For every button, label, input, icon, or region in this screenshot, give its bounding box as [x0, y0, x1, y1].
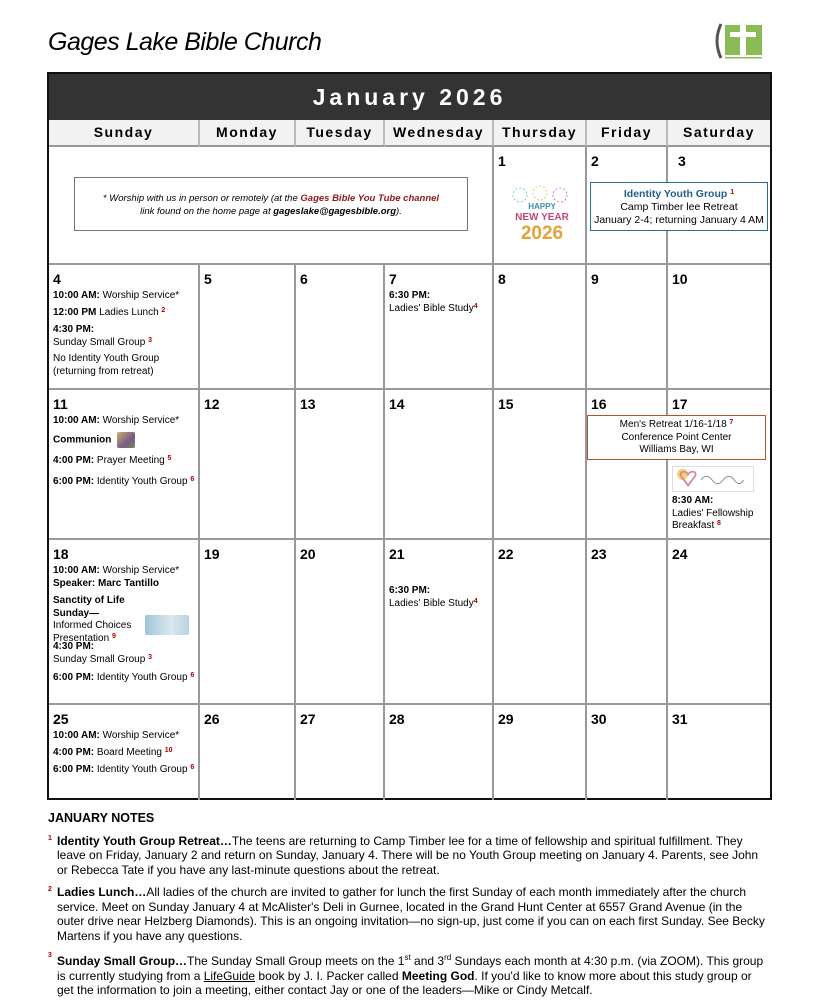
- calendar-jan25-e2-time: 4:00 PM:: [53, 747, 95, 758]
- calendar-jan18-e1-text: Worship Service*: [99, 565, 180, 576]
- calendar-jan25-e2-fn: 10: [164, 747, 173, 754]
- calendar-jan7-fn: 4: [473, 302, 478, 310]
- calendar-day-numbers-w3-6: 17: [672, 396, 688, 412]
- church-email[interactable]: gageslake@gagesbible.org: [273, 206, 397, 217]
- day-cell-17[interactable]: [668, 390, 770, 540]
- calendar-jan17-time: 8:30 AM:: [672, 495, 714, 506]
- calendar-jan18-e2-title: Sanctity of Life Sunday—: [53, 595, 125, 619]
- dow-saturday: Saturday: [668, 120, 770, 147]
- calendar-jan4-e3-fn: 3: [148, 336, 152, 344]
- event-prayer-meeting[interactable]: [53, 455, 196, 468]
- calendar-mens-retreat-line3: Williams Bay, WI: [639, 444, 714, 455]
- notes-items-2-t1: The Sunday Small Group meets on the 1: [187, 954, 405, 968]
- day-cell-20[interactable]: [296, 540, 385, 705]
- rect-element: [725, 57, 762, 59]
- calendar-jan11-e4-fn: 6: [190, 476, 195, 483]
- calendar-jan18-e1-speaker: Speaker: Marc Tantillo: [53, 577, 159, 589]
- event-ladies-bible-study[interactable]: [389, 585, 490, 610]
- dow-wednesday: Wednesday: [385, 120, 494, 147]
- calendar-day-numbers-w3-4: 15: [498, 396, 514, 412]
- dow-tuesday: Tuesday: [296, 120, 385, 147]
- calendar-day-numbers-w1-1: 2: [591, 153, 599, 169]
- dow-thursday: Thursday: [494, 120, 587, 147]
- calendar-day-numbers-w2-6: 10: [672, 271, 688, 287]
- calendar-worship-note-part2: link found on the home page at: [140, 206, 274, 217]
- circle-element: [553, 188, 567, 202]
- calendar-youth-retreat-fn: 1: [730, 189, 735, 196]
- notes-items-2-bold: Meeting God: [401, 968, 475, 983]
- youth-retreat-event[interactable]: [590, 182, 768, 231]
- calendar-jan11-e3-text: Prayer Meeting: [94, 455, 168, 466]
- calendar-jan4-e3-text: Sunday Small Group: [53, 336, 149, 348]
- calendar-jan11-e3-fn: 5: [167, 455, 172, 462]
- day-cell-14[interactable]: [385, 390, 494, 540]
- calendar-mens-retreat-fn: 7: [729, 419, 734, 426]
- calendar-youth-retreat-line2: Camp Timber lee Retreat: [620, 201, 738, 213]
- calendar-day-numbers-w2-5: 9: [591, 271, 599, 287]
- day-cell-25[interactable]: [49, 705, 200, 800]
- calendar-jan18-e4-fn: 6: [190, 672, 195, 679]
- calendar-day-numbers-w4-1: 19: [204, 546, 220, 562]
- notes-items-2-t3: Sundays each month at 4:30 p.m. (via ZOOM). This group is currently studying from a: [57, 954, 764, 983]
- notes-items-2-t5: . If you'd like to know more about this study group or get the information to join a meeting, either contact Jay or one of the leaders—Mike or Cindy Metcalf.: [57, 968, 752, 997]
- calendar-day-numbers-w5-6: 31: [672, 711, 688, 727]
- day-cell-23[interactable]: [587, 540, 668, 705]
- calendar-mens-retreat-line2: Conference Point Center: [621, 431, 732, 443]
- calendar-day-numbers-w4-4: 22: [498, 546, 514, 562]
- calendar-jan11-e2-text: Communion: [53, 434, 112, 446]
- calendar-jan18-e2-fn: 9: [111, 632, 116, 640]
- rect-element: [730, 32, 756, 37]
- rect-element: [740, 25, 746, 55]
- calendar-day-numbers-w5-0: 25: [53, 711, 69, 727]
- day-cell-15[interactable]: [494, 390, 587, 540]
- note-3: [48, 951, 768, 998]
- calendar-day-numbers-w4-2: 20: [300, 546, 316, 562]
- event-ladies-lunch[interactable]: [53, 307, 196, 320]
- calendar-jan17-text: Ladies' Fellowship Breakfast: [672, 507, 754, 531]
- calendar-day-numbers-w5-2: 27: [300, 711, 316, 727]
- calendar-day-numbers-w3-2: 13: [300, 396, 316, 412]
- calendar-day-numbers-w4-5: 23: [591, 546, 607, 562]
- day-cell-16[interactable]: [587, 390, 668, 540]
- notes-items-2-t4: book by J. I. Packer called: [255, 968, 402, 983]
- notes-items-2-t2: and 3: [410, 954, 445, 968]
- event-youth-group[interactable]: [53, 672, 196, 685]
- calendar-jan21-fn: 4: [473, 597, 478, 605]
- dow-friday: Friday: [587, 120, 668, 147]
- notes-items-2-sup1: st: [404, 953, 411, 962]
- youtube-channel-link[interactable]: Gages Bible You Tube channel: [300, 193, 440, 204]
- calendar-jan25-e1-time: 10:00 AM:: [53, 730, 100, 741]
- day-cell-27[interactable]: [296, 705, 385, 800]
- calendar-day-numbers-w4-0: 18: [53, 546, 69, 562]
- event-worship[interactable]: [53, 730, 196, 743]
- calendar-new-year-image-line2: NEW YEAR: [515, 212, 569, 223]
- calendar-jan18-e4-time: 6:00 PM:: [53, 672, 95, 683]
- day-cell-11[interactable]: [49, 390, 200, 540]
- church-logo-icon: [712, 20, 762, 62]
- calendar-day-numbers-w3-5: 16: [591, 396, 607, 412]
- event-worship[interactable]: [53, 290, 196, 303]
- calendar-youth-retreat-title: Identity Youth Group: [623, 188, 728, 200]
- day-cell-7[interactable]: [385, 265, 494, 390]
- calendar-worship-note-part3: ).: [396, 206, 402, 217]
- day-cell-30[interactable]: [587, 705, 668, 800]
- calendar-jan25-e1-text: Worship Service*: [99, 730, 180, 741]
- ladies-breakfast-image: [672, 466, 754, 492]
- notes-heading: JANUARY NOTES: [48, 811, 155, 825]
- calendar-day-numbers-w5-1: 26: [204, 711, 220, 727]
- event-small-group[interactable]: [53, 324, 196, 349]
- notes-items-2-num: 3: [48, 952, 52, 959]
- mens-retreat-event[interactable]: [587, 415, 766, 460]
- calendar-jan4-e1-time: 10:00 AM:: [53, 290, 100, 301]
- calendar-day-numbers-w4-3: 21: [389, 546, 405, 562]
- calendar-jan18-e2-text: Informed Choices Presentation: [53, 620, 132, 644]
- path-element: [717, 24, 721, 58]
- day-cell-13[interactable]: [296, 390, 385, 540]
- notes-items-1-title: Ladies Lunch…: [57, 885, 147, 899]
- calendar-jan4-e3-time: 4:30 PM:: [53, 324, 95, 335]
- calendar-jan11-e1-text: Worship Service*: [99, 415, 180, 426]
- calendar-mens-retreat-line1: Men's Retreat 1/16-1/18: [619, 419, 730, 430]
- day-cell-1[interactable]: [494, 147, 587, 265]
- month-title: January 2026: [49, 74, 770, 120]
- event-worship[interactable]: [53, 415, 196, 428]
- lifeguide-link[interactable]: LifeGuide: [203, 968, 256, 983]
- notes-items-2-title: Sunday Small Group…: [57, 954, 188, 968]
- circle-element: [513, 188, 527, 202]
- notes-items-0-num: 1: [48, 834, 52, 842]
- calendar-jan4-e1-text: Worship Service*: [99, 290, 180, 301]
- day-cell-22[interactable]: [494, 540, 587, 705]
- january-notes: [48, 811, 768, 1006]
- calendar-jan25-e3-fn: 6: [190, 764, 195, 771]
- calendar-jan21-time: 6:30 PM:: [389, 585, 431, 596]
- calendar-jan21-text: Ladies' Bible Study: [389, 597, 474, 609]
- day-cell-31[interactable]: [668, 705, 770, 800]
- calendar-day-numbers-w2-0: 4: [53, 271, 61, 287]
- calendar-jan17-fn: 8: [717, 520, 721, 527]
- event-worship[interactable]: [53, 565, 196, 590]
- calendar-jan18-e1-time: 10:00 AM:: [53, 565, 100, 576]
- note-2: [48, 885, 768, 943]
- day-cell-10[interactable]: [668, 265, 770, 390]
- calendar-jan18-e3-text: Sunday Small Group: [53, 653, 149, 665]
- day-cell-5[interactable]: [200, 265, 296, 390]
- calendar-day-numbers-w1-0: 1: [498, 153, 506, 169]
- day-cell-18[interactable]: [49, 540, 200, 705]
- calendar-jan11-e4-text: Identity Youth Group: [94, 476, 191, 487]
- calendar-worship-note-part1: * Worship with us in person or remotely (at the: [102, 193, 301, 204]
- calendar-jan4-e2-time: 12:00 PM: [53, 307, 97, 318]
- calendar-jan18-e3-fn: 3: [148, 653, 152, 661]
- calendar-day-numbers-w5-4: 29: [498, 711, 514, 727]
- calendar-day-numbers-w2-3: 7: [389, 271, 397, 287]
- event-communion[interactable]: [53, 432, 196, 448]
- day-cell-28[interactable]: [385, 705, 494, 800]
- calendar-new-year-image-line3: 2026: [520, 223, 564, 244]
- note-1: [48, 834, 768, 878]
- calendar-jan7-text: Ladies' Bible Study: [389, 302, 474, 314]
- worship-note-box: [74, 177, 468, 231]
- dow-monday: Monday: [200, 120, 296, 147]
- event-sanctity-of-life[interactable]: [53, 595, 156, 645]
- notes-items-0-title: Identity Youth Group Retreat…: [57, 833, 232, 848]
- calendar-jan25-e3-time: 6:00 PM:: [53, 764, 95, 775]
- calendar-day-numbers-w1-2: 3: [678, 153, 686, 169]
- event-no-youth-group[interactable]: No Identity Youth Group (returning from retreat): [53, 353, 160, 377]
- calendar-day-numbers-w3-1: 12: [204, 396, 220, 412]
- communion-image: [117, 432, 135, 448]
- dow-sunday: Sunday: [49, 120, 200, 147]
- event-youth-group[interactable]: [53, 476, 196, 489]
- day-cell-6[interactable]: [296, 265, 385, 390]
- calendar-day-numbers-w2-2: 6: [300, 271, 308, 287]
- event-board-meeting[interactable]: [53, 747, 196, 760]
- calendar-day-numbers-w2-4: 8: [498, 271, 506, 287]
- happy-new-year-image: [502, 185, 582, 245]
- notes-items-2-sup2: rd: [444, 953, 452, 962]
- path-element: [701, 476, 743, 483]
- calendar-youth-retreat-line3: January 2-4; returning January 4 AM: [594, 214, 764, 226]
- event-ladies-breakfast[interactable]: [672, 495, 768, 533]
- calendar-grid: [47, 72, 772, 800]
- calendar-jan7-time: 6:30 PM:: [389, 290, 431, 301]
- event-small-group[interactable]: [53, 641, 196, 666]
- calendar-jan25-e2-text: Board Meeting: [94, 747, 165, 758]
- calendar-jan4-e2-text: Ladies Lunch: [96, 307, 162, 318]
- notes-items-1-num: 2: [48, 886, 52, 893]
- calendar-day-numbers-w2-1: 5: [204, 271, 212, 287]
- day-cell-9[interactable]: [587, 265, 668, 390]
- day-cell-12[interactable]: [200, 390, 296, 540]
- calendar-jan25-e3-text: Identity Youth Group: [94, 764, 191, 775]
- notes-items-1-text: All ladies of the church are invited to gather for lunch the first Sunday of each month immediately after the church service. Meet on Sunday January 4 at McAlister's Deli in Gurnee, located in the Grand Hunt Center at 6557 Grand Avenue (in the outer drive near Helzberg Diamonds). This is an ongoing invitation—no sign-up, just come if you can on each first Sunday. See Becky Martens if you have any questions.: [57, 885, 765, 943]
- day-cell-29[interactable]: [494, 705, 587, 800]
- calendar-jan4-e2-fn: 2: [161, 307, 166, 314]
- calendar-jan18-e3-time: 4:30 PM:: [53, 641, 95, 652]
- calendar-jan11-e1-time: 10:00 AM:: [53, 415, 100, 426]
- week1-blank-cell: [49, 147, 494, 265]
- notes-items-0-text: The teens are returning to Camp Timber lee for a time of fellowship and spiritual fulfillment. They leave on Friday, January 2 and return on Sunday, January 4. There will be no Youth Group meeting on January 4. Parents, see John or Rebecca Tate if you have any last-minute questions about the retreat.: [57, 833, 759, 877]
- choose-love-image: [145, 615, 189, 635]
- calendar-day-numbers-w4-6: 24: [672, 546, 688, 562]
- event-ladies-bible-study[interactable]: [389, 290, 490, 315]
- event-youth-group[interactable]: [53, 764, 196, 777]
- calendar-day-numbers-w3-0: 11: [53, 396, 68, 412]
- calendar-jan11-e4-time: 6:00 PM:: [53, 476, 95, 487]
- calendar-day-numbers-w5-3: 28: [389, 711, 405, 727]
- day-cell-26[interactable]: [200, 705, 296, 800]
- calendar-new-year-image-line1: HAPPY: [528, 202, 556, 211]
- circle-element: [533, 186, 547, 200]
- day-cell-21[interactable]: [385, 540, 494, 705]
- calendar-jan11-e3-time: 4:00 PM:: [53, 455, 95, 466]
- day-cell-19[interactable]: [200, 540, 296, 705]
- day-cell-24[interactable]: [668, 540, 770, 705]
- church-title: Gages Lake Bible Church: [48, 28, 322, 56]
- day-cell-4[interactable]: [49, 265, 200, 390]
- calendar-day-numbers-w3-3: 14: [389, 396, 405, 412]
- calendar-jan18-e4-text: Identity Youth Group: [94, 672, 191, 683]
- day-cell-8[interactable]: [494, 265, 587, 390]
- calendar-day-numbers-w5-5: 30: [591, 711, 607, 727]
